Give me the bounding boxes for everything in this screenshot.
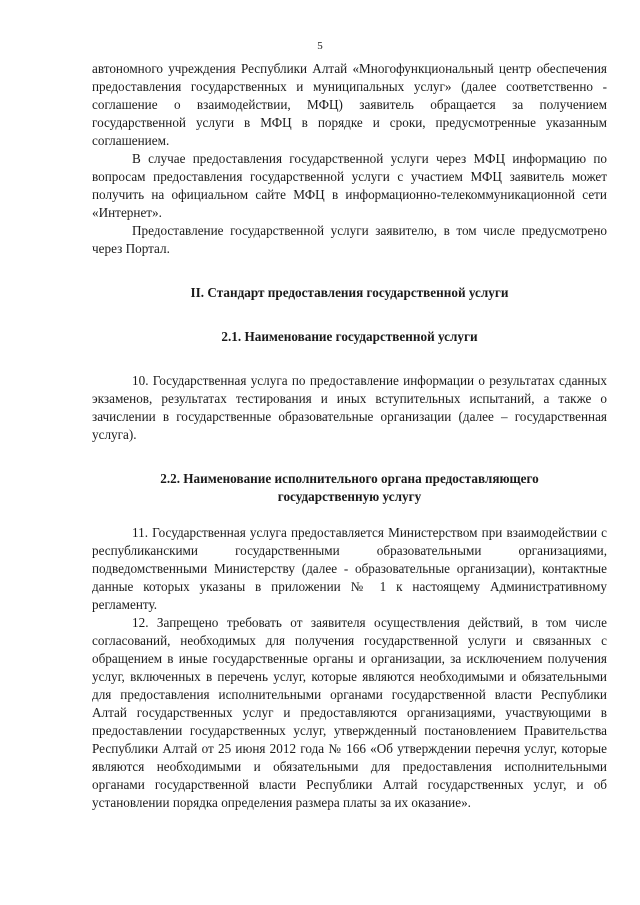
paragraph-12: 12. Запрещено требовать от заявителя осуществления действий, в том числе согласований, необходимых для получения государственной услуги и связанных с обращением в иные государственные органы и организации, за исключением получения услуг, включенных в перечень услуг, которые являются необходимыми и обязательными для предоставления исполнительными органами государственной власти Республики Алтай государственных услуг и предоставляются организациями, участвующими в предоставлении государственных услуг, утвержденный постановлением Правительства Республики Алтай от 25 июня 2012 года № 166 «Об утверждении перечня услуг, которые являются необходимыми и обязательными для предоставления исполнительными органами государственной власти Республики Алтай государственных услуг, и об установлении порядка определения размера платы за их оказание». [92,615,607,810]
section-heading-2-1: 2.1. Наименование государственной услуги [221,329,478,344]
section-heading-2-2 [92,470,607,506]
paragraph-portal: Предоставление государственной услуги заявителю, в том числе предусмотрено через Портал. [92,223,607,256]
page-number: 5 [317,40,323,52]
paragraph-intro-continuation: автономного учреждения Республики Алтай «Многофункциональный центр обеспечения предоставления государственных и муниципальных услуг» (далее соответственно - соглашение о взаимодействии, МФЦ) заявитель обращается за получением государственной услуги в МФЦ в порядке и сроки, предусмотренные указанным соглашением. [92,61,607,148]
section-heading-2-2-line1: 2.2. Наименование исполнительного органа предоставляющего [160,471,539,486]
section-heading-ii: II. Стандарт предоставления государственной услуги [190,285,509,300]
paragraph-10: 10. Государственная услуга по предоставление информации о результатах сданных экзаменов, результатах тестирования и иных вступительных испытаний, а также о зачислении в государственные образовательные организации (далее – государственная услуга). [92,373,607,442]
paragraph-mfc-info: В случае предоставления государственной услуги через МФЦ информацию по вопросам предоставления государственной услуги с участием МФЦ заявитель может получить на официальном сайте МФЦ в информационно-телекоммуникационной сети «Интернет». [92,151,607,220]
section-heading-2-2-line2: государственную услугу [277,489,422,504]
document-body [92,60,607,812]
paragraph-11: 11. Государственная услуга предоставляется Министерством при взаимодействии с республиканскими государственными образовательными организациями, подведомственными Министерству (далее - образовательные организации), контактные данные которых указаны в приложении № 1 к настоящему Административному регламенту. [92,525,607,612]
